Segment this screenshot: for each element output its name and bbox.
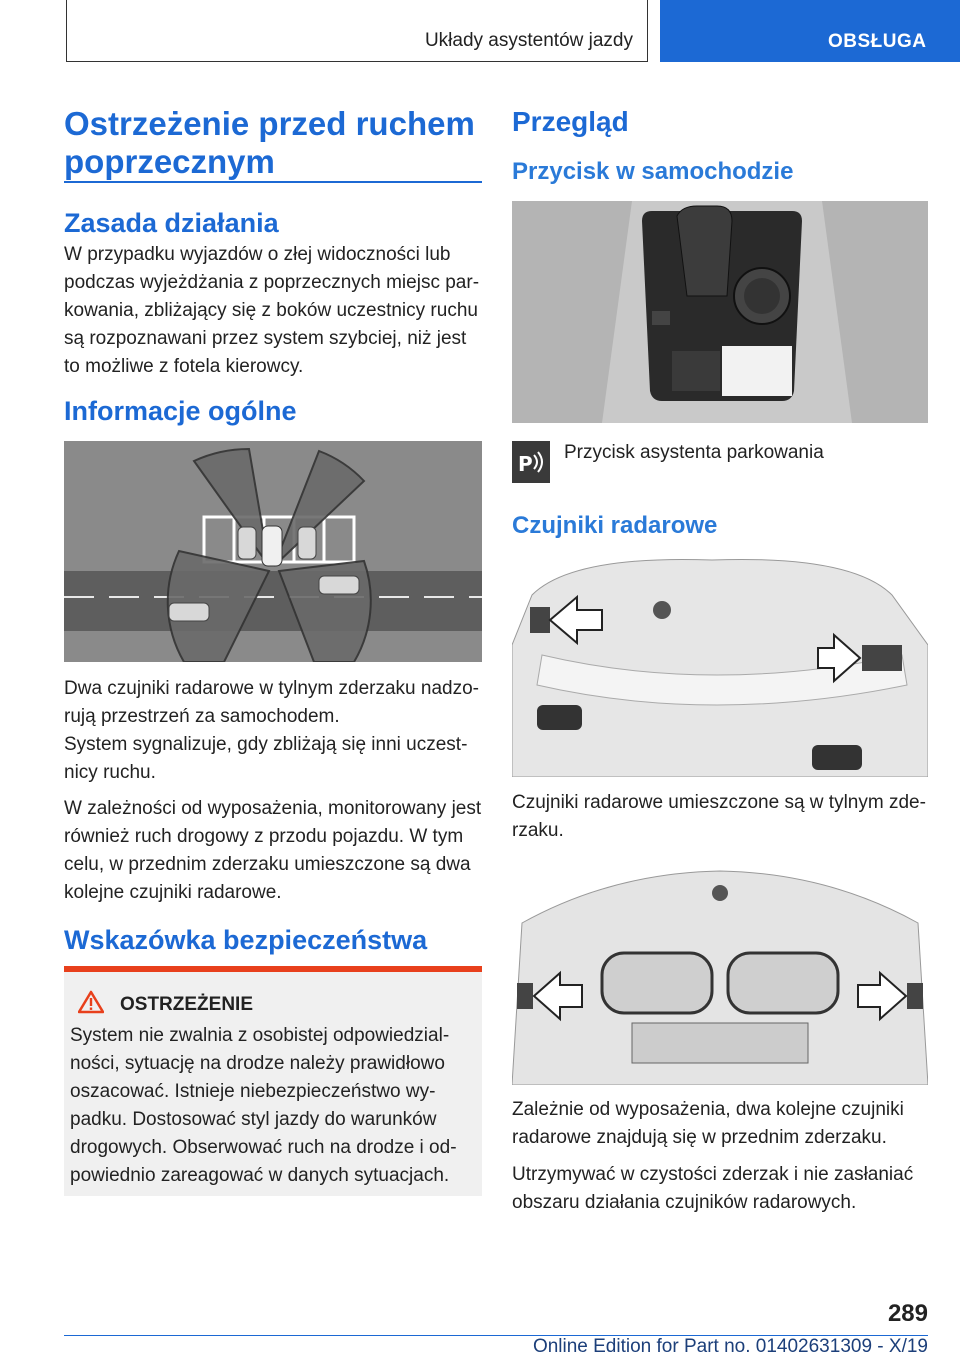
principle-heading: Zasada działania bbox=[64, 208, 279, 238]
cross-traffic-illustration bbox=[64, 441, 482, 662]
front-caption: Zależnie od wyposażenia, dwa kolejne czujniki radarowe znajdują się w przednim zderzaku. bbox=[512, 1099, 904, 1148]
principle-text: W przypadku wyjazdów o złej widoczności lub podczas wyjeżdżania z poprzecznych miejsc parkowania, zbliżający się z boków uczestnicy ruchu są rozpoznawani przez system szybciej, niż jest to możliwe z fotela kierowcy. bbox=[64, 244, 480, 377]
footer-edition: Online Edition for Part no. 01402631309 - X/19 bbox=[532, 1336, 928, 1357]
rear-bumper-photo bbox=[512, 555, 928, 777]
warning-triangle-icon bbox=[78, 990, 104, 1014]
page-title-line1: Ostrzeżenie przed ruchem bbox=[64, 105, 475, 142]
clean-text: Utrzymywać w czystości zderzak i nie zasłaniać obszaru działania czujników radarowych. bbox=[512, 1164, 914, 1213]
header-chapter bbox=[660, 0, 960, 62]
page-number: 289 bbox=[887, 1300, 928, 1327]
general-heading: Informacje ogólne bbox=[64, 396, 297, 426]
warning-text: System nie zwalnia z osobistej odpowiedzialności, sytuację na drodze należy prawidłowo oszacować. Istnieje niebezpieczeństwo wypadku. Dostosować styl jazdy do warunków drogowych. Obserwować ruch na drodze i odpowiednio zareagować w danych sytuacjach. bbox=[70, 1025, 457, 1186]
overview-heading: Przegląd bbox=[512, 106, 629, 137]
warning-title: OSTRZEŻENIE bbox=[120, 994, 254, 1015]
rear-caption: Czujniki radarowe umieszczone są w tylnym zderzaku. bbox=[512, 792, 926, 841]
park-assist-button-icon bbox=[512, 441, 550, 483]
radar-heading: Czujniki radarowe bbox=[512, 512, 718, 539]
general-text-3: W zależności od wyposażenia, monitorowany jest również ruch drogowy z przodu pojazdu. W tym celu, w przednim zderzaku umieszczone są dwa kolejne czujniki radarowe. bbox=[64, 798, 482, 903]
center-console-photo bbox=[512, 201, 928, 423]
page-title-line2: poprzecznym bbox=[64, 143, 275, 180]
warning-box bbox=[64, 972, 482, 1196]
header-section-title: Układy asystentów jazdy bbox=[424, 30, 633, 51]
general-text-1: Dwa czujniki radarowe w tylnym zderzaku nadzorują przestrzeń za samochodem. bbox=[64, 678, 479, 727]
front-bumper-illustration bbox=[512, 863, 928, 1085]
button-heading: Przycisk w samochodzie bbox=[512, 158, 794, 185]
button-caption: Przycisk asystenta parkowania bbox=[564, 442, 824, 463]
header-chapter-title: OBSŁUGA bbox=[828, 31, 927, 52]
rear-bumper-illustration bbox=[512, 555, 928, 777]
center-console-illustration bbox=[512, 201, 928, 423]
front-bumper-photo bbox=[512, 863, 928, 1085]
title-rule bbox=[64, 181, 482, 183]
general-text-2: System sygnalizuje, gdy zbliżają się inni uczestnicy ruchu. bbox=[64, 734, 468, 783]
header-section bbox=[66, 0, 648, 62]
cross-traffic-diagram bbox=[64, 441, 482, 662]
svg-text:P: P bbox=[518, 452, 533, 476]
safety-heading: Wskazówka bezpieczeństwa bbox=[64, 925, 428, 955]
